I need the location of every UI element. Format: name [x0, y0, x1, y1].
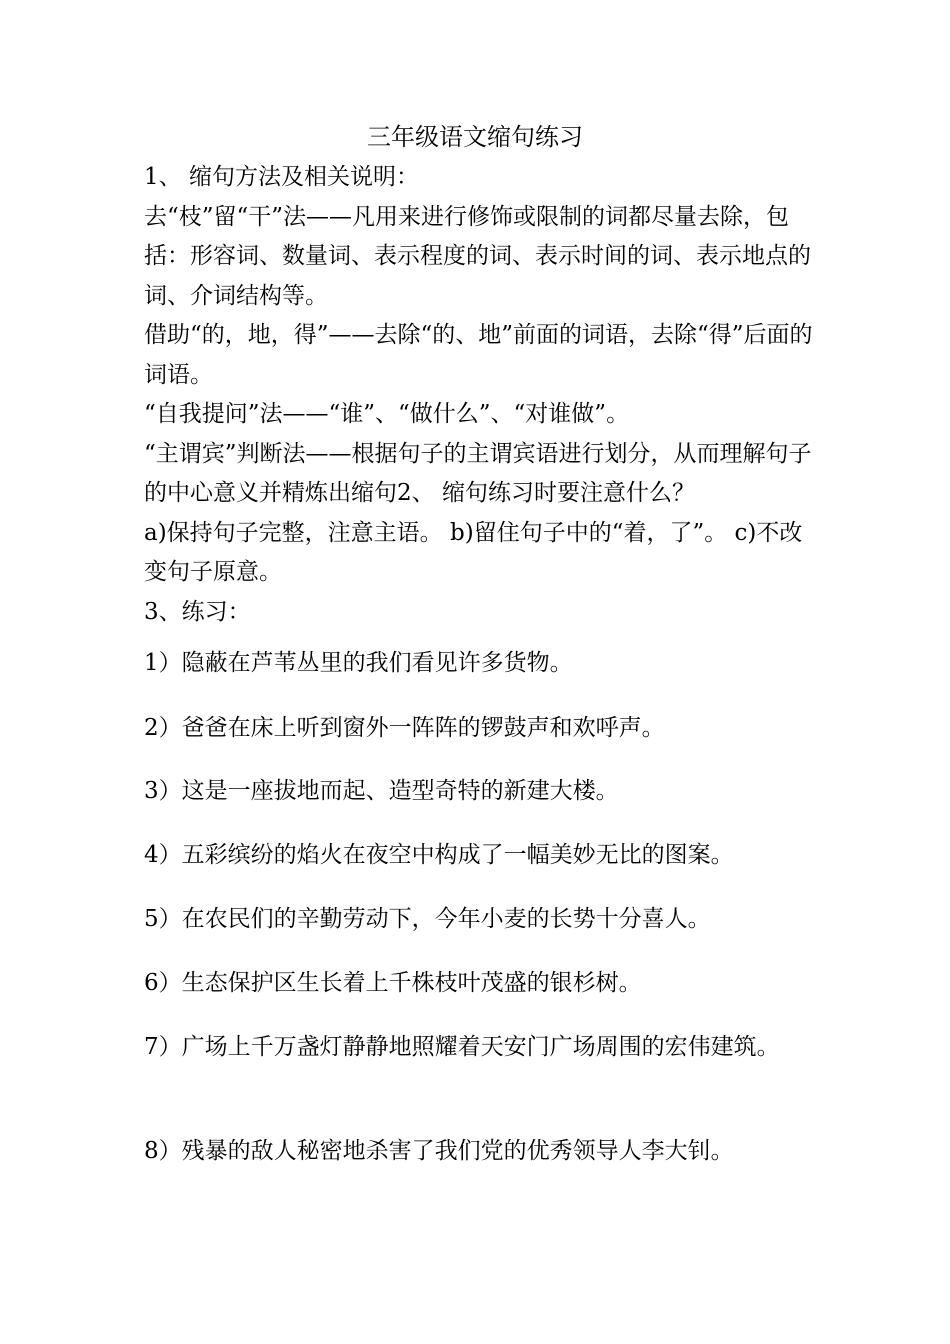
- method-paragraph-4: “主谓宾”判断法——根据句子的主谓宾语进行划分，从而理解句子的中心意义并精炼出缩句2、 缩句练习时要注意什么？: [144, 440, 812, 506]
- method-section: [144, 158, 814, 632]
- notes-paragraph: a)保持句子完整，注意主语。 b)留住句子中的“着，了”。 c)不改变句子原意。: [144, 519, 803, 585]
- method-paragraph-1: 去“枝”留“干”法——凡用来进行修饰或限制的词都尽量去除，包括：形容词、数量词、表示程度的词、表示时间的词、表示地点的词、介词结构等。: [144, 203, 811, 309]
- exercise-item: 6）生态保护区生长着上千株枝叶茂盛的银杉树。: [144, 970, 642, 996]
- exercise-item: 1）隐蔽在芦苇丛里的我们看见许多货物。: [144, 650, 573, 676]
- exercise-item: 3）这是一座拔地而起、造型奇特的新建大楼。: [144, 778, 619, 804]
- exercise-item: 5）在农民们的辛勤劳动下，今年小麦的长势十分喜人。: [144, 906, 711, 932]
- exercise-item: 4）五彩缤纷的焰火在夜空中构成了一幅美妙无比的图案。: [144, 842, 734, 868]
- section3-heading: 3、练习：: [144, 598, 251, 625]
- exercise-item: 2）爸爸在床上听到窗外一阵阵的锣鼓声和欢呼声。: [144, 715, 665, 741]
- exercise-item: 8）残暴的敌人秘密地杀害了我们党的优秀领导人李大钊。: [144, 1138, 734, 1164]
- section1-heading: 1、 缩句方法及相关说明：: [144, 164, 419, 190]
- method-paragraph-3: “自我提问”法——“谁”、“做什么”、“对谁做”。: [144, 401, 630, 427]
- method-paragraph-2: 借助“的，地，得”——去除“的、地”前面的词语，去除“得”后面的词语。: [144, 322, 813, 388]
- exercise-item: 7）广场上千万盏灯静静地照耀着天安门广场周围的宏伟建筑。: [144, 1034, 780, 1060]
- page-title: 三年级语文缩句练习: [367, 123, 583, 151]
